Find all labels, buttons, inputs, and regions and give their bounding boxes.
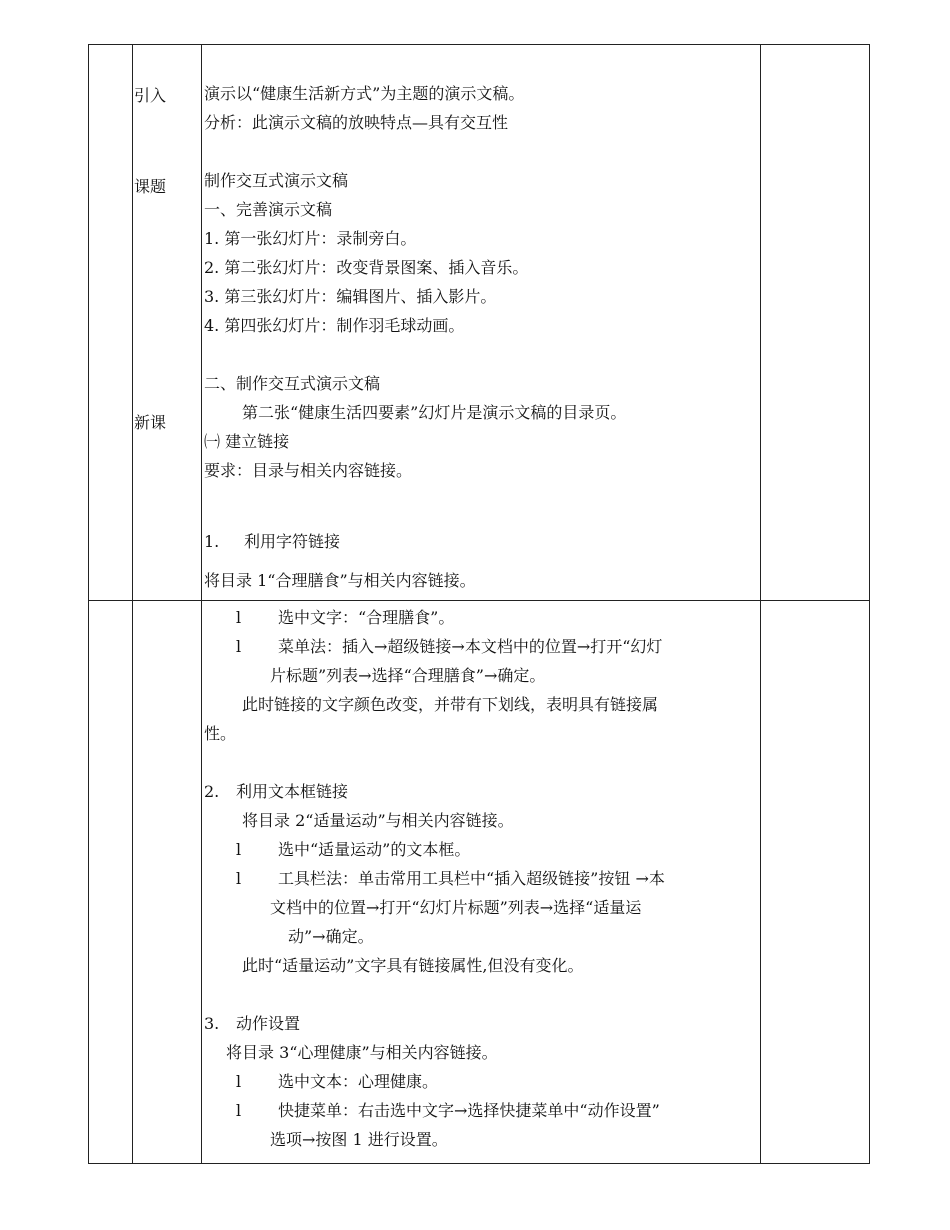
list-item <box>204 603 760 632</box>
bullet-text: 菜单法：插入→超级链接→本文档中的位置→打开“幻灯 <box>278 637 663 656</box>
bullet-text: 快捷菜单：右击选中文字→选择快捷菜单中“动作设置” <box>278 1101 660 1120</box>
step-number: 3. <box>204 1014 220 1033</box>
bullet-text-continued: 选项→按图 1 进行设置。 <box>270 1130 448 1149</box>
content-cell <box>202 45 761 601</box>
step-title: 利用字符链接 <box>244 532 341 551</box>
table-row <box>89 45 870 601</box>
step2-heading <box>204 777 760 806</box>
step-title: 利用文本框链接 <box>236 782 349 801</box>
bullet-text-continued: 片标题”列表→选择“合理膳食”→确定。 <box>270 666 546 685</box>
note-text: 此时“适量运动”文字具有链接属性,但没有变化。 <box>242 956 584 975</box>
list-item <box>204 864 760 893</box>
section2-desc: 第二张“健康生活四要素”幻灯片是演示文稿的目录页。 <box>242 403 627 422</box>
note-text: 此时链接的文字颜色改变，并带有下划线，表明具有链接属 <box>242 695 659 714</box>
note-text-continued: 性。 <box>204 724 237 743</box>
bullet-text: 工具栏法：单击常用工具栏中“插入超级链接”按钮 →本 <box>278 869 665 888</box>
section1-item: 2. 第二张幻灯片：改变背景图案、插入音乐。 <box>204 258 529 277</box>
bullet-text: 选中“适量运动”的文本框。 <box>278 840 471 859</box>
step-number: 2. <box>204 782 220 801</box>
section1-item: 4. 第四张幻灯片：制作羽毛球动画。 <box>204 316 465 335</box>
bullet-mark: l <box>236 1072 242 1091</box>
bullet-mark: l <box>236 1101 242 1120</box>
empty-cell <box>89 601 133 1164</box>
bullet-mark: l <box>236 637 242 656</box>
empty-cell <box>761 601 870 1164</box>
empty-cell <box>761 45 870 601</box>
table-row <box>89 601 870 1164</box>
bullet-text-continued: 动”→确定。 <box>288 927 374 946</box>
bullet-text: 选中文本：心理健康。 <box>278 1072 439 1091</box>
list-item <box>204 1096 760 1125</box>
content-cell <box>202 601 761 1164</box>
lesson-plan-table <box>88 44 870 1164</box>
list-item <box>204 835 760 864</box>
step-number: 1. <box>204 532 220 551</box>
section1-item: 3. 第三张幻灯片：编辑图片、插入影片。 <box>204 287 497 306</box>
bullet-text-continued: 文档中的位置→打开“幻灯片标题”列表→选择“适量运 <box>270 898 642 917</box>
label-new-lesson: 新课 <box>134 413 167 432</box>
sub1-requirement: 要求：目录与相关内容链接。 <box>204 461 413 480</box>
empty-cell <box>89 45 133 601</box>
topic-title: 制作交互式演示文稿 <box>204 171 349 190</box>
bullet-mark: l <box>236 869 242 888</box>
label-intro: 引入 <box>134 86 167 105</box>
bullet-mark: l <box>236 840 242 859</box>
step-title: 动作设置 <box>236 1014 301 1033</box>
section2-title: 二、制作交互式演示文稿 <box>204 374 381 393</box>
section1-title: 一、完善演示文稿 <box>204 200 333 219</box>
list-item <box>204 632 760 661</box>
sub1-title: ㈠ 建立链接 <box>204 432 290 451</box>
label-topic: 课题 <box>134 177 167 196</box>
empty-cell <box>133 601 202 1164</box>
intro-line: 演示以“健康生活新方式”为主题的演示文稿。 <box>204 84 525 103</box>
step1-heading <box>204 527 760 556</box>
stage-label-cell <box>133 45 202 601</box>
bullet-mark: l <box>236 608 242 627</box>
step2-desc: 将目录 2“适量运动”与相关内容链接。 <box>242 811 514 830</box>
intro-line: 分析：此演示文稿的放映特点—具有交互性 <box>204 113 509 132</box>
step3-desc: 将目录 3“心理健康”与相关内容链接。 <box>226 1043 498 1062</box>
step1-desc: 将目录 1“合理膳食”与相关内容链接。 <box>204 571 476 590</box>
section1-item: 1. 第一张幻灯片：录制旁白。 <box>204 229 417 248</box>
step3-heading <box>204 1009 760 1038</box>
list-item <box>204 1067 760 1096</box>
bullet-text: 选中文字：“合理膳食”。 <box>278 608 455 627</box>
